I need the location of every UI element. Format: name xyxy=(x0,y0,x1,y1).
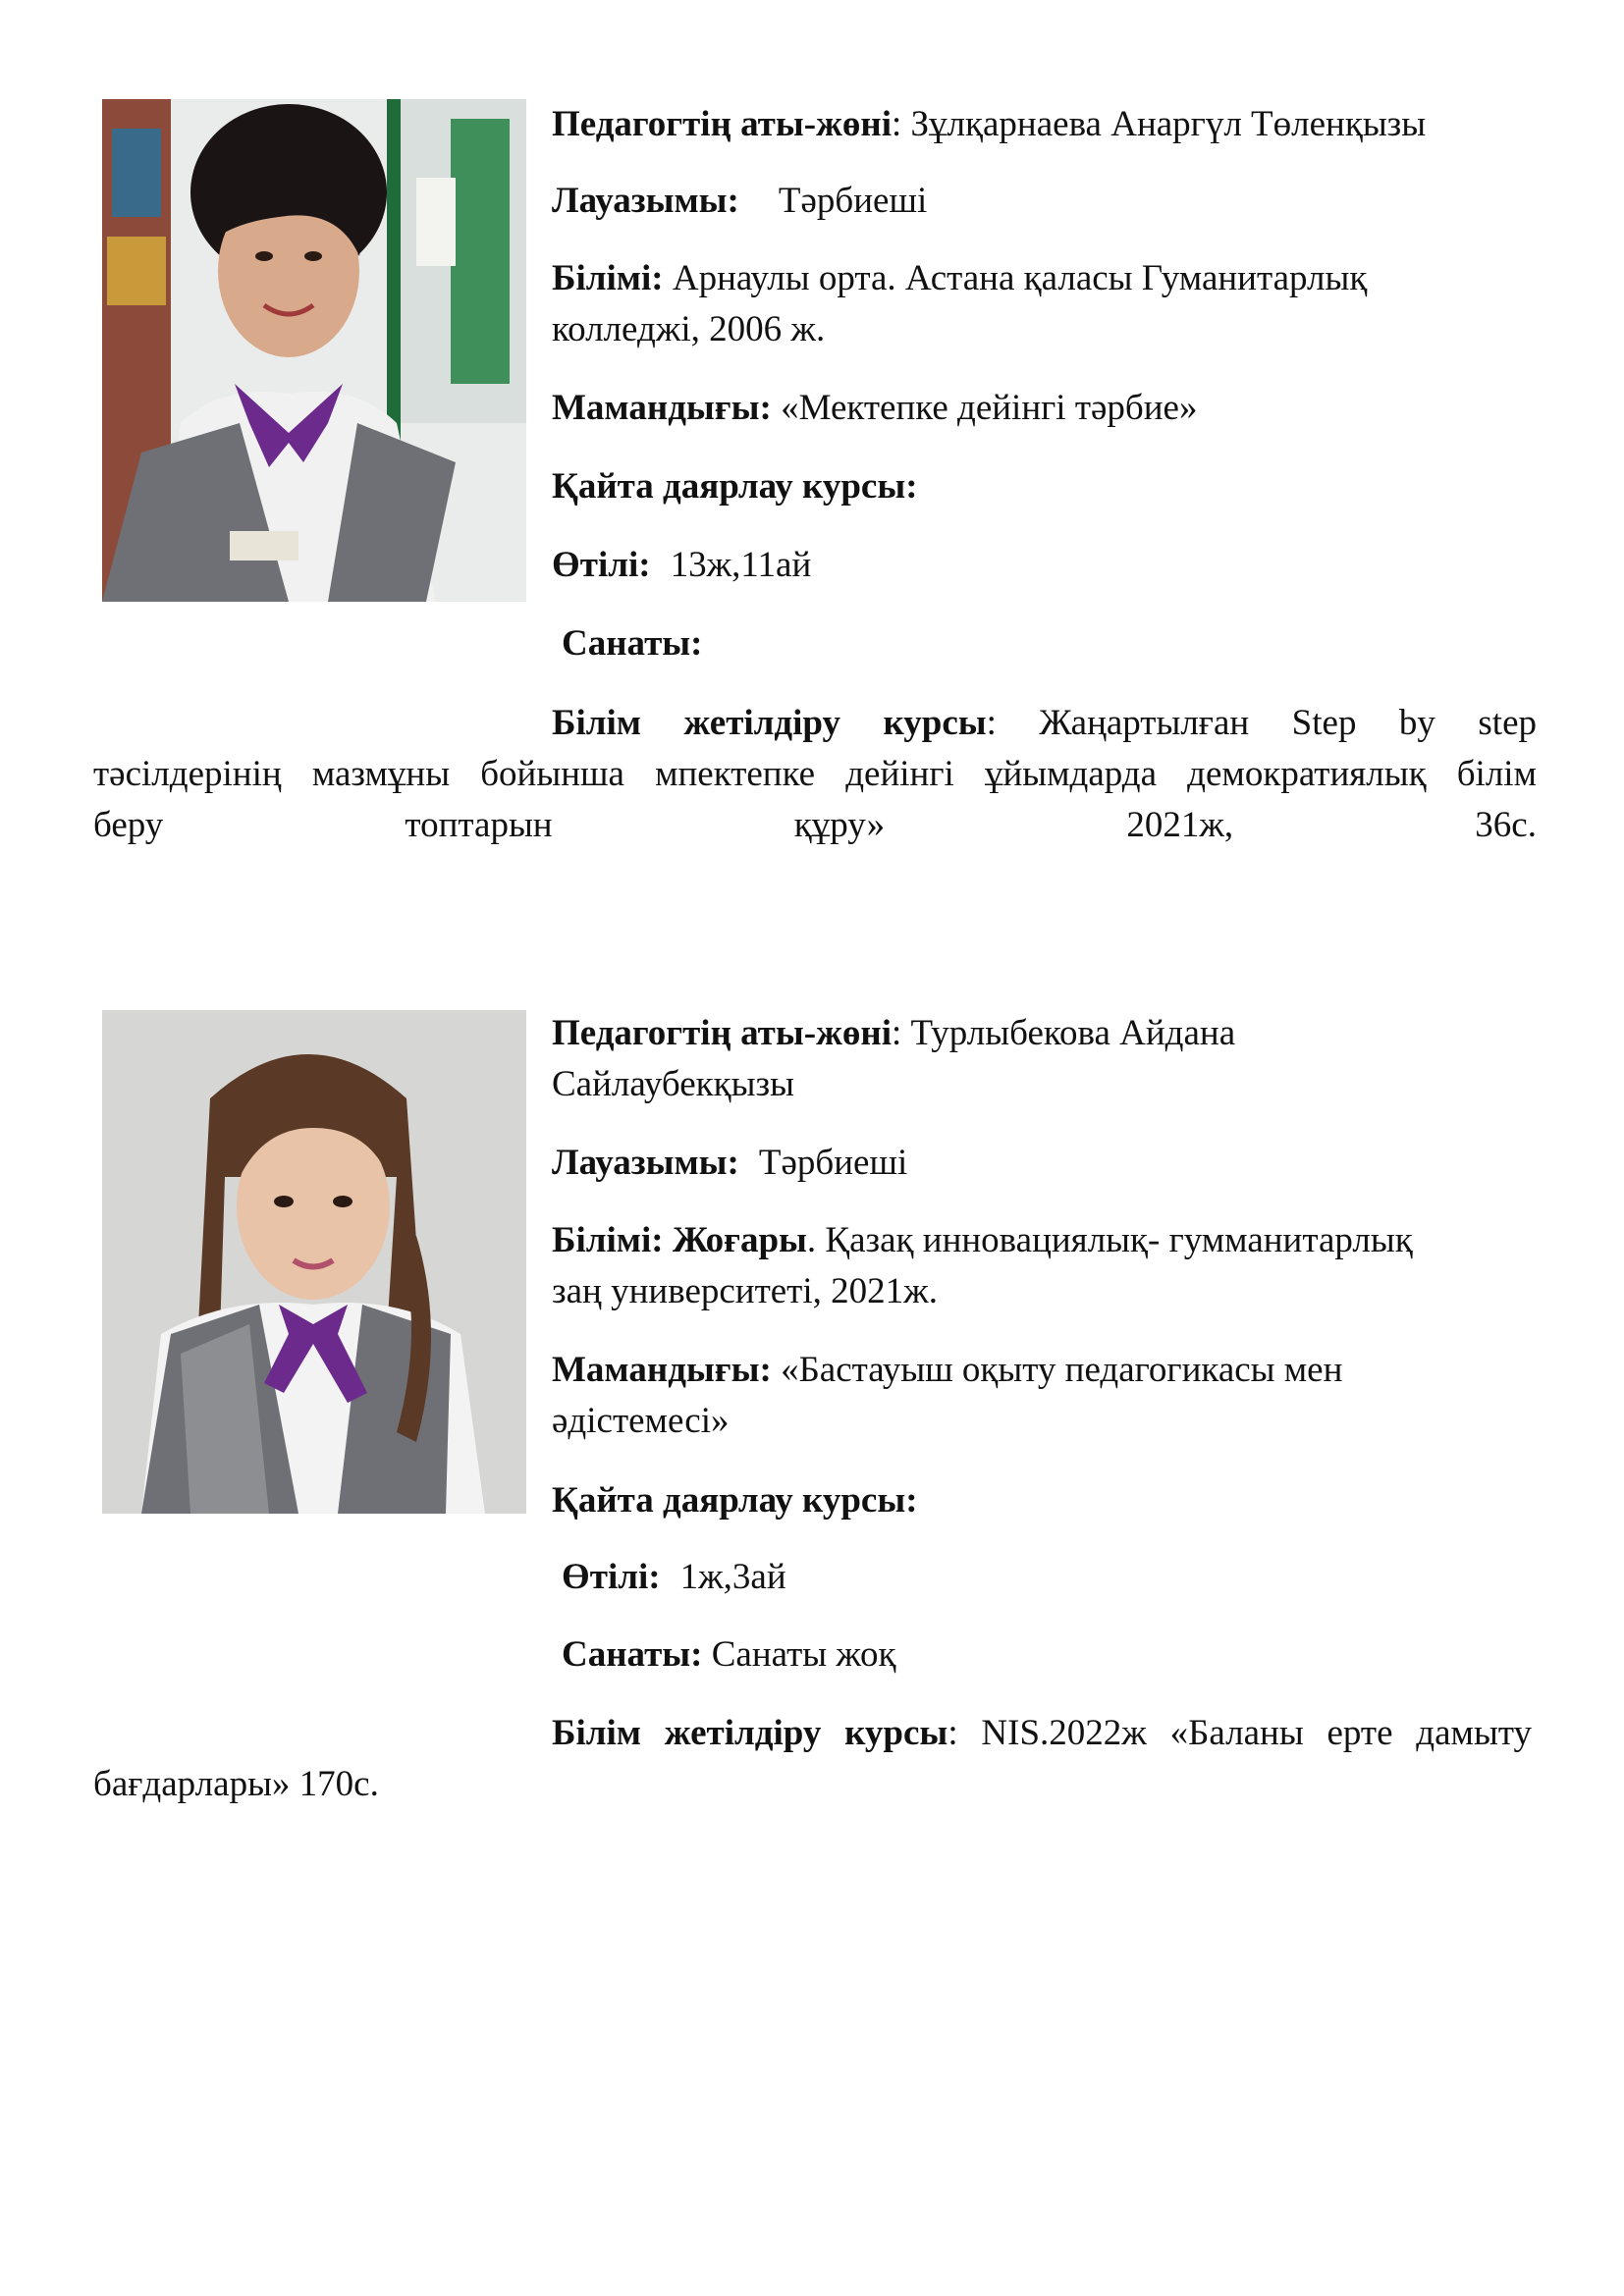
teacher-1-specialty xyxy=(552,383,1534,434)
name-value-cont: Сайлаубекқызы xyxy=(552,1064,794,1104)
course-word: 36с. xyxy=(1475,805,1537,845)
course-value: : Жаңартылған Step by step xyxy=(986,703,1537,743)
teacher-1-category xyxy=(562,618,1543,669)
position-label: Лауазымы: xyxy=(552,181,739,221)
category-label: Санаты: xyxy=(562,1634,703,1675)
teacher-1-course-line-2 xyxy=(93,749,1537,800)
specialty-value-cont: әдістемесі» xyxy=(552,1401,730,1441)
specialty-label: Мамандығы: xyxy=(552,1350,772,1390)
course-word: топтарын xyxy=(405,805,553,845)
course-value-cont: тәсілдерінің мазмұны бойынша мпектепке дейінгі ұйымдарда демократиялық білім xyxy=(93,754,1537,794)
education-value: . Қазақ инновациялық- гумманитарлық xyxy=(806,1220,1413,1260)
teacher-2-retraining xyxy=(552,1475,1534,1526)
teacher-2-photo xyxy=(102,1010,526,1514)
course-value: : NIS.2022ж «Баланы ерте дамыту xyxy=(947,1713,1532,1753)
retraining-label: Қайта даярлау курсы: xyxy=(552,1480,918,1521)
course-word: 2021ж, xyxy=(1126,805,1234,845)
teacher-2-education xyxy=(552,1215,1534,1317)
teacher-1-course-line-3 xyxy=(93,800,1537,851)
experience-label: Өтілі: xyxy=(552,545,651,585)
teacher-2-course-line-1 xyxy=(93,1708,1532,1759)
name-label: Педагогтің аты-жөні xyxy=(552,104,892,144)
teacher-1-course-line-1 xyxy=(93,698,1537,749)
category-label: Санаты: xyxy=(562,623,703,664)
position-value: Тәрбиеші xyxy=(778,181,928,221)
retraining-label: Қайта даярлау курсы: xyxy=(552,466,918,507)
course-word: құру» xyxy=(793,805,886,845)
course-value-cont: бағдарлары» 170с. xyxy=(93,1764,379,1804)
teacher-2-name xyxy=(552,1008,1534,1110)
teacher-2-category xyxy=(562,1629,1543,1681)
teacher-2-specialty xyxy=(552,1345,1534,1447)
position-value: Тәрбиеші xyxy=(758,1143,908,1183)
experience-value: 13ж,11ай xyxy=(670,545,812,585)
portrait-image xyxy=(102,1010,526,1514)
specialty-value: «Мектепке дейінгі тәрбие» xyxy=(771,388,1198,428)
category-value: Санаты жоқ xyxy=(702,1634,896,1675)
name-label: Педагогтің аты-жөні xyxy=(552,1013,892,1053)
teacher-2-experience xyxy=(562,1552,1543,1603)
position-label: Лауазымы: xyxy=(552,1143,739,1183)
teacher-1-name xyxy=(552,99,1534,150)
experience-value: 1ж,3ай xyxy=(679,1557,786,1597)
education-label: Білімі: xyxy=(552,258,664,298)
course-label: Білім жетілдіру курсы xyxy=(552,1713,948,1753)
teacher-1-position xyxy=(552,176,1534,227)
specialty-value: «Бастауыш оқыту педагогикасы мен xyxy=(771,1350,1343,1390)
education-value-cont: колледжі, 2006 ж. xyxy=(552,309,826,349)
teacher-2-course-line-2 xyxy=(93,1759,1537,1810)
teacher-2-position xyxy=(552,1138,1534,1189)
education-value-cont: заң университеті, 2021ж. xyxy=(552,1271,938,1311)
course-word: беру xyxy=(93,805,164,845)
specialty-label: Мамандығы: xyxy=(552,388,772,428)
education-label: Білімі: Жоғары xyxy=(552,1220,807,1260)
course-label: Білім жетілдіру курсы xyxy=(552,703,987,743)
name-value: : Турлыбекова Айдана xyxy=(892,1013,1236,1053)
portrait-image xyxy=(102,99,526,602)
teacher-1-photo xyxy=(102,99,526,602)
experience-label: Өтілі: xyxy=(562,1557,661,1597)
teacher-1-experience xyxy=(552,540,1534,591)
name-value: : Зұлқарнаева Анаргүл Төленқызы xyxy=(892,104,1427,144)
teacher-1-retraining xyxy=(552,461,1534,512)
education-value: Арнаулы орта. Астана қаласы Гуманитарлық xyxy=(663,258,1368,298)
teacher-1-education xyxy=(552,253,1534,355)
